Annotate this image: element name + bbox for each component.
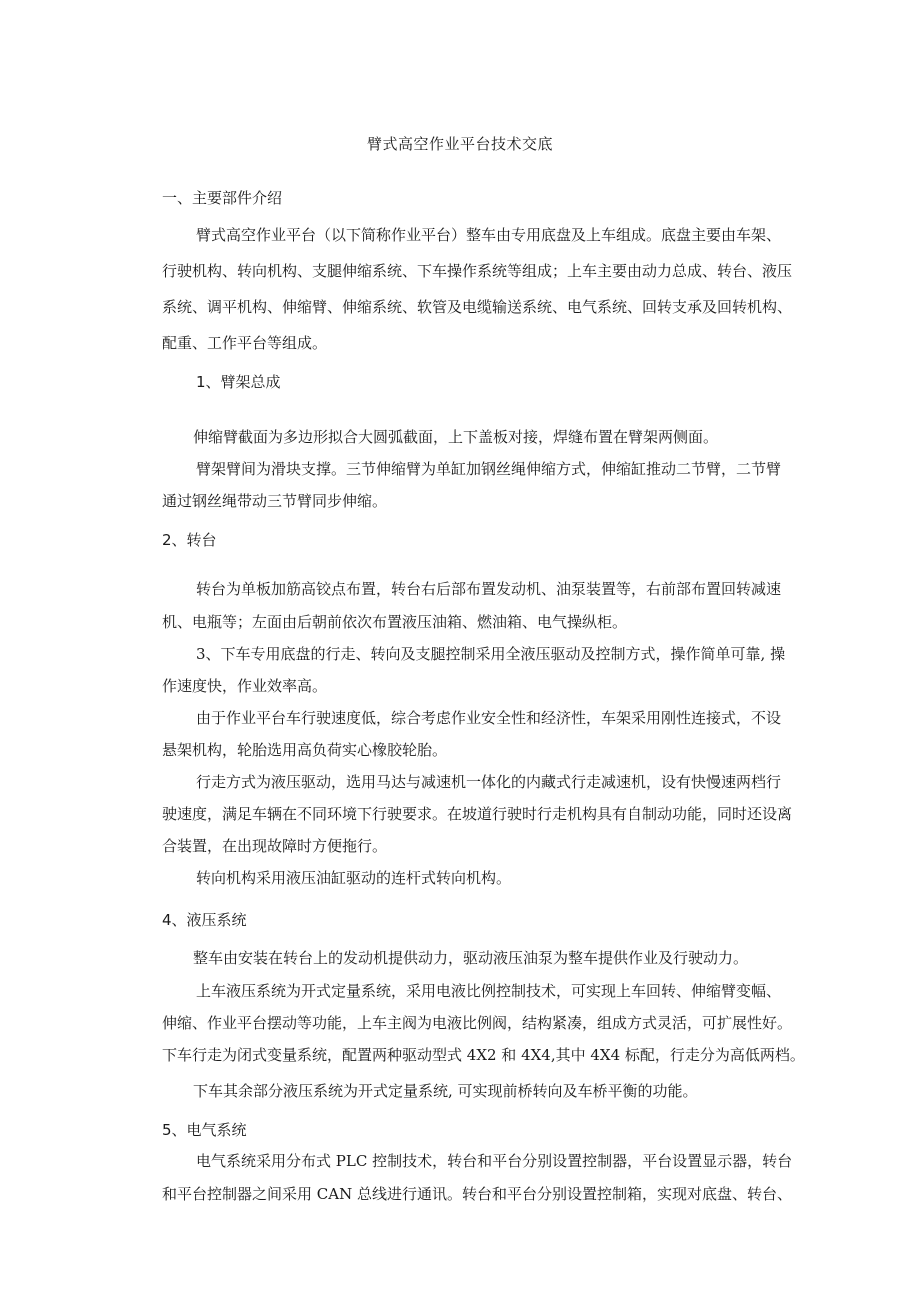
paragraph-line: 下车行走为闭式变量系统，配置两种驱动型式 4X2 和 4X4,其中 4X4 标配，行走分为高低两档。 bbox=[162, 1046, 805, 1064]
paragraph-line: 臂架臂间为滑块支撑。三节伸缩臂为单缸加钢丝绳伸缩方式，伸缩缸推动二节臂，二节臂 bbox=[196, 460, 782, 478]
paragraph-line: 转向机构采用液压油缸驱动的连杆式转向机构。 bbox=[196, 869, 512, 887]
paragraph-line: 系统、调平机构、伸缩臂、伸缩系统、软管及电缆输送系统、电气系统、回转支承及回转机构、 bbox=[162, 298, 793, 316]
paragraph-line: 转台为单板加筋高铰点布置，转台右后部布置发动机、油泵装置等，右前部布置回转减速 bbox=[196, 580, 782, 598]
paragraph-line: 由于作业平台车行驶速度低，综合考虑作业安全性和经济性，车架采用刚性连接式，不设 bbox=[196, 709, 782, 727]
paragraph-line: 悬架机构，轮胎选用高负荷实心橡胶轮胎。 bbox=[162, 741, 448, 759]
document-title: 臂式高空作业平台技术交底 bbox=[366, 135, 553, 153]
paragraph-line: 臂式高空作业平台（以下简称作业平台）整车由专用底盘及上车组成。底盘主要由车架、 bbox=[196, 226, 782, 244]
subsection-heading-turntable: 2、转台 bbox=[162, 531, 217, 549]
paragraph-line: 下车其余部分液压系统为开式定量系统, 可实现前桥转向及车桥平衡的功能。 bbox=[193, 1082, 698, 1100]
paragraph-line: 配重、工作平台等组成。 bbox=[162, 334, 328, 352]
paragraph-line: 作速度快，作业效率高。 bbox=[162, 677, 328, 695]
paragraph-line: 和平台控制器之间采用 CAN 总线进行通讯。转台和平台分别设置控制箱，实现对底盘、转台、 bbox=[162, 1185, 792, 1203]
paragraph-line: 行走方式为液压驱动，选用马达与减速机一体化的内藏式行走减速机，设有快慢速两档行 bbox=[196, 773, 782, 791]
paragraph-line: 整车由安装在转台上的发动机提供动力，驱动液压油泵为整车提供作业及行驶动力。 bbox=[193, 949, 749, 967]
paragraph-line: 电气系统采用分布式 PLC 控制技术，转台和平台分别设置控制器，平台设置显示器，转台 bbox=[196, 1152, 793, 1170]
paragraph-line: 驶速度，满足车辆在不同环境下行驶要求。在坡道行驶时行走机构具有自制动功能，同时还设离 bbox=[162, 805, 793, 823]
subsection-heading-boom: 1、臂架总成 bbox=[196, 373, 281, 391]
paragraph-line: 机、电瓶等；左面由后朝前依次布置液压油箱、燃油箱、电气操纵柜。 bbox=[162, 613, 628, 631]
paragraph-line: 上车液压系统为开式定量系统，采用电液比例控制技术，可实现上车回转、伸缩臂变幅、 bbox=[196, 982, 782, 1000]
subsection-heading-electrical: 5、电气系统 bbox=[162, 1121, 247, 1139]
subsection-heading-hydraulic: 4、液压系统 bbox=[162, 911, 247, 929]
paragraph-line: 伸缩臂截面为多边形拟合大圆弧截面，上下盖板对接，焊缝布置在臂架两侧面。 bbox=[193, 428, 719, 446]
paragraph-line: 3、下车专用底盘的行走、转向及支腿控制采用全液压驱动及控制方式，操作简单可靠, 操 bbox=[196, 645, 786, 663]
section-heading-main-components: 一、主要部件介绍 bbox=[162, 189, 283, 207]
paragraph-line: 伸缩、作业平台摆动等功能，上车主阀为电液比例阀，结构紧凑，组成方式灵活，可扩展性好。 bbox=[162, 1014, 793, 1032]
paragraph-line: 行驶机构、转向机构、支腿伸缩系统、下车操作系统等组成；上车主要由动力总成、转台、液压 bbox=[162, 262, 793, 280]
paragraph-line: 合装置，在出现故障时方便拖行。 bbox=[162, 837, 388, 855]
paragraph-line: 通过钢丝绳带动三节臂同步伸缩。 bbox=[162, 492, 388, 510]
